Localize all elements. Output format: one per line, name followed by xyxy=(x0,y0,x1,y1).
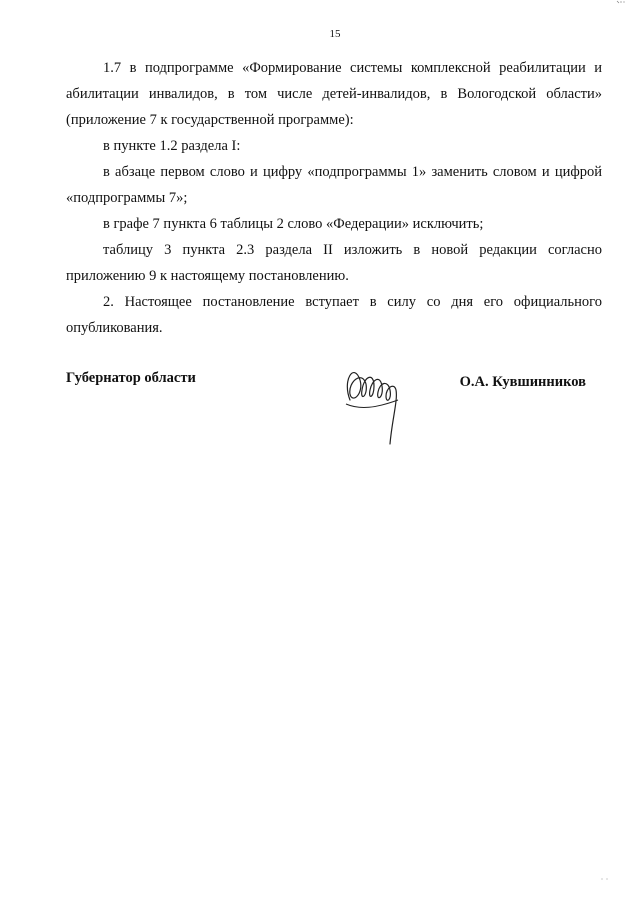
handwritten-signature xyxy=(340,360,408,450)
corner-scan-mark xyxy=(616,0,626,4)
signer-title: Губернатор области xyxy=(66,370,196,386)
paragraph-subprogram-1-7: 1.7 в подпрограмме «Формирование системы комплексной реабилитации и абилитации инвалидов, в том числе детей-инвалидов, в Вологодской области» (приложение 7 к государственной программе): xyxy=(66,60,602,128)
signer-name: О.А. Кувшинников xyxy=(459,374,586,390)
paragraph-column-7: в графе 7 пункта 6 таблицы 2 слово «Федерации» исключить; xyxy=(103,216,484,232)
page-number: 15 xyxy=(329,28,341,40)
paragraph-table-3: таблицу 3 пункта 2.3 раздела II изложить в новой редакции согласно приложению 9 к настоящему постановлению. xyxy=(66,242,602,284)
signature-block xyxy=(66,370,602,460)
paragraph-effective-date: 2. Настоящее постановление вступает в силу со дня его официального опубликования. xyxy=(66,294,602,336)
paragraph-first-abzac: в абзаце первом слово и цифру «подпрограммы 1» заменить словом и цифрой «подпрограммы 7»; xyxy=(66,164,602,206)
corner-scan-mark xyxy=(600,877,610,881)
paragraph-point-1-2: в пункте 1.2 раздела I: xyxy=(103,138,241,154)
document-body xyxy=(66,55,602,341)
